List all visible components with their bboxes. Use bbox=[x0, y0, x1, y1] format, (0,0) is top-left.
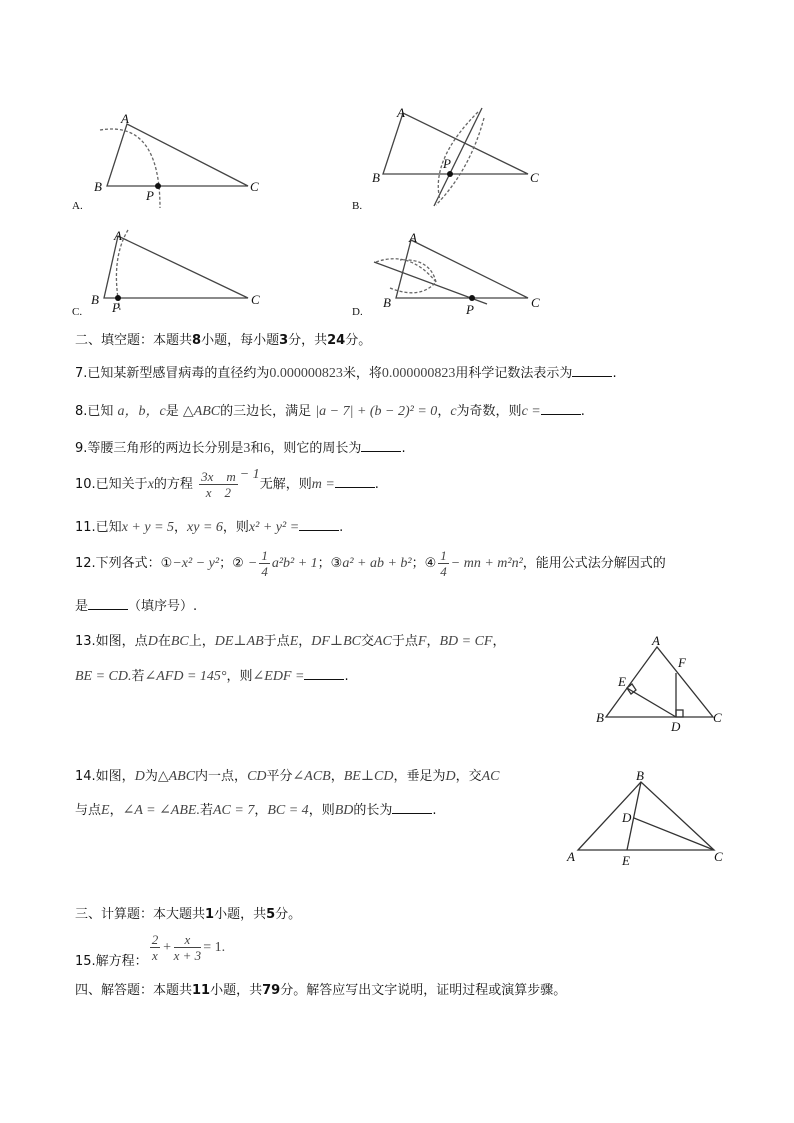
text: 若 bbox=[199, 803, 213, 818]
text: . bbox=[374, 477, 379, 492]
question-13 bbox=[75, 633, 506, 651]
math: ∠A = ∠ABE. bbox=[122, 803, 200, 818]
text: 7.已知某新型感冒病毒的直径约为 bbox=[75, 366, 270, 381]
math: x bbox=[147, 477, 154, 492]
text: . bbox=[432, 803, 437, 818]
text: ，则 bbox=[222, 520, 249, 535]
text: 13.如图，点 bbox=[75, 634, 148, 649]
text: 1 bbox=[205, 907, 215, 922]
text: ， bbox=[426, 634, 440, 649]
figure-option-c bbox=[104, 230, 248, 310]
text: ；③ bbox=[317, 556, 343, 571]
math: − mn + m²n² bbox=[450, 556, 523, 571]
text: 在 bbox=[157, 634, 171, 649]
math: ∠EDF = bbox=[252, 669, 305, 684]
question-14 bbox=[75, 768, 499, 786]
text: 上， bbox=[188, 634, 215, 649]
text: ，则它的周长为 bbox=[270, 441, 362, 456]
text: 若 bbox=[131, 669, 145, 684]
label-f: F bbox=[678, 655, 686, 670]
label-a: A bbox=[397, 105, 405, 120]
text: 于点 bbox=[391, 634, 418, 649]
text: . bbox=[344, 669, 349, 684]
denominator: 4 bbox=[261, 564, 268, 579]
label-c: C bbox=[250, 179, 259, 194]
text: ，则 bbox=[226, 669, 253, 684]
math: BE = CD. bbox=[75, 669, 132, 684]
math: −x² − y² bbox=[172, 556, 220, 571]
label-a: A bbox=[121, 111, 129, 126]
text: . bbox=[339, 520, 344, 535]
label-p: P bbox=[112, 300, 120, 315]
math: BC = 4 bbox=[267, 803, 309, 818]
label-p: P bbox=[443, 156, 451, 171]
math: AC bbox=[481, 769, 500, 784]
section-4-heading bbox=[75, 982, 566, 1000]
math: m = bbox=[311, 477, 335, 492]
question-8 bbox=[75, 402, 585, 421]
math: 6 bbox=[263, 441, 271, 456]
text: ， bbox=[254, 803, 268, 818]
text: 分，共 bbox=[288, 333, 328, 348]
label-b: B bbox=[94, 179, 102, 194]
figure-q14 bbox=[578, 782, 714, 850]
text: ， bbox=[298, 634, 312, 649]
answer-blank bbox=[572, 364, 612, 377]
text: ；④ bbox=[411, 556, 437, 571]
text: ， bbox=[174, 520, 188, 535]
text: 10.已知关于 bbox=[75, 477, 148, 492]
text: ，能用公式法分解因式的 bbox=[522, 556, 666, 571]
section-2-heading bbox=[75, 332, 371, 350]
label-e: E bbox=[618, 674, 626, 689]
math: AC bbox=[374, 634, 392, 649]
math: BD bbox=[334, 803, 354, 818]
math: 0.000000823 bbox=[381, 366, 456, 381]
math: c = bbox=[521, 404, 541, 419]
text: 9.等腰三角形的两边长分别是 bbox=[75, 441, 244, 456]
text: 内一点， bbox=[195, 769, 248, 784]
label-b: B bbox=[91, 292, 99, 307]
text: 于点 bbox=[263, 634, 290, 649]
question-9 bbox=[75, 439, 406, 458]
math: x² + y² = bbox=[248, 520, 300, 535]
text: 11.已知 bbox=[75, 520, 122, 535]
label-c: C bbox=[530, 170, 539, 185]
denominator: x + 3 bbox=[173, 948, 202, 963]
figure-option-a bbox=[100, 124, 248, 208]
text: . bbox=[580, 404, 585, 419]
text: 平分 bbox=[266, 769, 293, 784]
fraction bbox=[150, 932, 161, 963]
math: a，b，c bbox=[117, 404, 166, 419]
text: 8.已知 bbox=[75, 404, 114, 419]
text: 用科学记数法表示为 bbox=[455, 366, 573, 381]
text: 与点 bbox=[75, 803, 102, 818]
math: DF⊥BC bbox=[311, 634, 361, 649]
math: xy = 6 bbox=[187, 520, 223, 535]
math: x + y = 5 bbox=[121, 520, 175, 535]
text: 小题，每小题 bbox=[201, 333, 280, 348]
label-b: B bbox=[636, 768, 644, 783]
fraction bbox=[259, 548, 270, 579]
math: a²b² + 1 bbox=[271, 556, 318, 571]
text: 14.如图， bbox=[75, 769, 135, 784]
text: 分。 bbox=[275, 907, 302, 922]
question-13-cont bbox=[75, 667, 349, 686]
text: ， bbox=[492, 634, 506, 649]
answer-blank bbox=[361, 439, 401, 452]
figure-option-b bbox=[383, 108, 528, 206]
question-12: 12.下列各式：①−x² − y²；② − $\frac{1}{4}$ a²b² + 1；③a² + ab + b²；④ $\frac{1}{4}$ − mn + m²n²，能用公式法分解因式的 bbox=[75, 548, 666, 579]
label-a: A bbox=[567, 849, 575, 864]
answer-blank bbox=[392, 801, 432, 814]
answer-blank bbox=[335, 475, 375, 488]
text: ；② bbox=[219, 556, 244, 571]
text: ， bbox=[330, 769, 344, 784]
question-10 bbox=[75, 467, 379, 500]
math: 0.000000823 bbox=[269, 366, 343, 381]
math: = 1. bbox=[203, 940, 226, 955]
fraction bbox=[438, 548, 449, 579]
text: 的长为 bbox=[353, 803, 393, 818]
math: |a − 7| + (b − 2)² = 0 bbox=[315, 404, 438, 419]
text: 为奇数，则 bbox=[456, 404, 522, 419]
math: ∠ACB bbox=[292, 769, 331, 784]
math: E bbox=[289, 634, 299, 649]
label-a: A bbox=[114, 228, 122, 243]
option-a-label: A. bbox=[72, 200, 83, 212]
label-a: A bbox=[652, 633, 660, 648]
math: F bbox=[417, 634, 427, 649]
math: − 1 bbox=[239, 467, 260, 482]
text: 和 bbox=[250, 441, 264, 456]
option-c-label: C. bbox=[72, 306, 83, 318]
text: 米，将 bbox=[342, 366, 382, 381]
math: 3 bbox=[243, 441, 251, 456]
text: 小题，共 bbox=[214, 907, 267, 922]
text: 的方程 bbox=[153, 477, 193, 492]
label-b: B bbox=[596, 710, 604, 725]
label-p: P bbox=[146, 188, 154, 203]
question-14-cont bbox=[75, 801, 437, 820]
answer-blank bbox=[541, 402, 581, 415]
text: 24 bbox=[327, 333, 346, 348]
text: 5 bbox=[266, 907, 276, 922]
denominator: x bbox=[152, 948, 158, 963]
math: + bbox=[162, 940, 172, 955]
text: 交 bbox=[360, 634, 374, 649]
label-b: B bbox=[383, 295, 391, 310]
text: 四、解答题：本题共 bbox=[75, 983, 193, 998]
text: ，则 bbox=[308, 803, 335, 818]
math: △ABC bbox=[182, 404, 221, 419]
math: DE⊥AB bbox=[214, 634, 264, 649]
question-15 bbox=[75, 932, 225, 969]
text: 分。解答应写出文字说明，证明过程或演算步骤。 bbox=[280, 983, 567, 998]
label-e: E bbox=[622, 853, 630, 868]
option-b-label: B. bbox=[352, 200, 363, 212]
text: 二、填空题：本题共 bbox=[75, 333, 193, 348]
answer-blank bbox=[304, 667, 344, 680]
fraction bbox=[199, 469, 238, 500]
text: 小题，共 bbox=[210, 983, 263, 998]
math: BE⊥CD bbox=[343, 769, 394, 784]
denominator: x 2 bbox=[205, 485, 232, 500]
numerator: 1 bbox=[261, 548, 268, 563]
text: 是 bbox=[165, 404, 179, 419]
math: E bbox=[101, 803, 110, 818]
text: 是 bbox=[75, 599, 89, 614]
text: ，交 bbox=[455, 769, 482, 784]
numerator: 3x m bbox=[201, 469, 236, 484]
numerator: x bbox=[174, 932, 202, 948]
math: D bbox=[445, 769, 456, 784]
math: a² + ab + b² bbox=[342, 556, 412, 571]
math: BD = CF bbox=[439, 634, 493, 649]
figure-option-d bbox=[374, 240, 528, 304]
label-p: P bbox=[466, 302, 474, 317]
text: 12.下列各式：① bbox=[75, 556, 173, 571]
label-c: C bbox=[713, 710, 722, 725]
text: 15.解方程： bbox=[75, 954, 148, 969]
text: 3 bbox=[279, 333, 289, 348]
text: ， bbox=[109, 803, 123, 818]
label-d: D bbox=[622, 810, 632, 825]
text: . bbox=[401, 441, 406, 456]
answer-blank bbox=[299, 518, 339, 531]
question-12-cont bbox=[75, 597, 197, 616]
fraction bbox=[174, 932, 202, 963]
text: 79 bbox=[262, 983, 281, 998]
label-b: B bbox=[372, 170, 380, 185]
answer-blank bbox=[88, 597, 128, 610]
math: D bbox=[147, 634, 158, 649]
text: 无解，则 bbox=[259, 477, 312, 492]
math: BC bbox=[170, 634, 189, 649]
text: 8 bbox=[192, 333, 202, 348]
math: ∠AFD = 145° bbox=[144, 669, 227, 684]
label-d: D bbox=[671, 719, 681, 734]
text: 分。 bbox=[345, 333, 372, 348]
label-c: C bbox=[531, 295, 540, 310]
math: CD bbox=[247, 769, 267, 784]
text: （填序号）. bbox=[128, 599, 198, 614]
math: c bbox=[450, 404, 457, 419]
numerator: 1 bbox=[440, 548, 447, 563]
text: ， bbox=[437, 404, 451, 419]
label-c: C bbox=[714, 849, 723, 864]
text: ，垂足为 bbox=[393, 769, 446, 784]
math: D bbox=[134, 769, 145, 784]
math: AC = 7 bbox=[212, 803, 255, 818]
text: 三、计算题：本大题共 bbox=[75, 907, 206, 922]
question-7 bbox=[75, 364, 617, 383]
question-11 bbox=[75, 518, 343, 537]
text: 为 bbox=[144, 769, 158, 784]
numerator: 2 bbox=[151, 932, 159, 947]
option-d-label: D. bbox=[352, 306, 363, 318]
denominator: 4 bbox=[440, 564, 447, 579]
section-3-heading bbox=[75, 906, 301, 924]
label-a: A bbox=[409, 230, 417, 245]
text: . bbox=[612, 366, 617, 381]
math: △ABC bbox=[157, 769, 196, 784]
text: 的三边长，满足 bbox=[220, 404, 312, 419]
text: 11 bbox=[192, 983, 211, 998]
label-c: C bbox=[251, 292, 260, 307]
